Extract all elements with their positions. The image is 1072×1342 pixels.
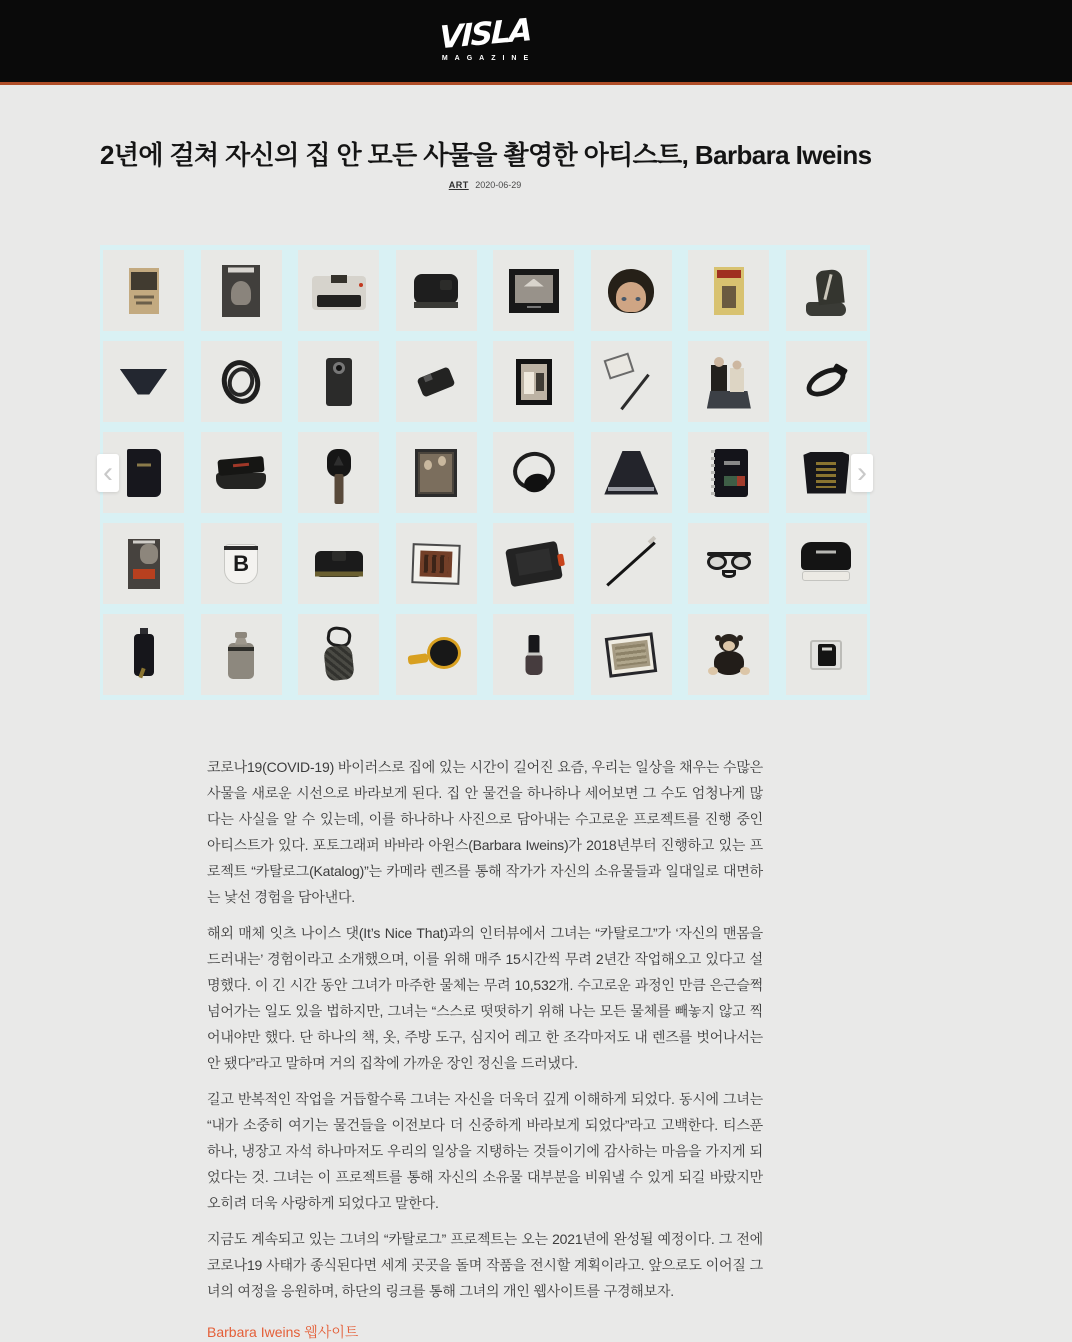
gallery-item-coiled-cable[interactable] (201, 341, 282, 422)
site-header (0, 0, 1072, 85)
object-part (730, 368, 744, 392)
article-body (207, 754, 763, 1342)
gallery-item-graphics-tablet[interactable] (493, 523, 574, 604)
object-part (317, 295, 361, 307)
article-title: 2년에 걸쳐 자신의 집 안 모든 사물을 촬영한 아티스트, Barbara Iweins (100, 140, 872, 170)
object-part (424, 460, 432, 470)
object-part (714, 449, 748, 497)
object-part (604, 352, 635, 379)
gallery-item-nail-polish[interactable] (493, 614, 574, 695)
gallery-item-black-gadget[interactable] (396, 341, 477, 422)
gallery-item-book-contes-et-legendes[interactable] (103, 250, 184, 331)
object-part (717, 270, 741, 278)
object-part (137, 463, 151, 466)
gallery-item-patent-leather-boot[interactable] (786, 250, 867, 331)
object-part (228, 267, 254, 272)
object-part (607, 541, 657, 586)
object-part (524, 372, 534, 394)
object-part (527, 306, 541, 308)
object-part (359, 283, 363, 287)
gallery-item-monkey-plush[interactable] (688, 614, 769, 695)
object-part (231, 281, 251, 305)
gallery-item-book-corbijn[interactable] (201, 250, 282, 331)
object-part (731, 554, 751, 570)
object-part (408, 653, 429, 665)
object-part (414, 302, 458, 308)
object-part (323, 644, 354, 681)
object-part (140, 544, 158, 564)
object-part (737, 476, 745, 486)
gallery-item-swimming-goggles[interactable] (688, 523, 769, 604)
object-part (715, 635, 721, 641)
brand-wordmark: VISLA (439, 12, 531, 57)
brand-tagline: MAGAZINE (441, 55, 536, 63)
gallery-item-yellow-handle-mirror[interactable] (396, 614, 477, 695)
gallery-item-black-pencil[interactable] (591, 523, 672, 604)
gallery-item-letter-b-cup[interactable] (201, 523, 282, 604)
gallery-item-car-key[interactable] (298, 432, 379, 513)
object-part (427, 637, 461, 669)
object-part (802, 571, 850, 581)
object-part (127, 449, 161, 497)
gallery-item-lace-pouch[interactable] (298, 614, 379, 695)
gallery-item-spiral-address-book[interactable] (688, 432, 769, 513)
gallery-item-typewriter[interactable] (298, 250, 379, 331)
gallery-item-black-purse[interactable] (298, 523, 379, 604)
object-part (133, 540, 155, 543)
gallery-item-wedding-couple-figurines[interactable] (688, 341, 769, 422)
gallery-item-book-yellow-cover[interactable] (688, 250, 769, 331)
object-part (417, 366, 456, 397)
article-paragraph: 길고 반복적인 작업을 거듭할수록 그녀는 자신을 더욱더 깊게 이해하게 되었다. 동시에 그녀는 “내가 소중히 여기는 물건들을 이전보다 더 신중하게 바라보게 되었다”라고 고백한다. 티스푼 하나, 냉장고 자석 하나마저도 우리의 일상을 지탱하는 것들이기에 감사하는 마음을 가지게 되었다는 것. 그녀는 이 프로젝트를 통해 자신의 소유물 대부분을 비워낼 수 있게 되길 바랐지만 오히려 더욱 사랑하게 되었다고 말한다. (207, 1091, 763, 1211)
object-part (608, 487, 654, 491)
object-part (816, 462, 836, 488)
object-part (331, 275, 347, 283)
object-part (740, 667, 750, 675)
gallery-item-framed-photo-building[interactable] (396, 523, 477, 604)
object-part (616, 282, 646, 312)
object-part (708, 667, 718, 675)
visla-logo[interactable] (435, 12, 536, 63)
gallery-item-black-skirt[interactable] (591, 432, 672, 513)
article-paragraph: 해외 매체 잇츠 나이스 댓(It’s Nice That)과의 인터뷰에서 그녀는 “카탈로그”가 ‘자신의 맨몸을 드러내는’ 경험이라고 소개했으며, 이를 위해 매주 15시간씩 무려 2년간 작업해오고 있다고 설명했다. 이 긴 시간 동안 그녀가 마주한 물체는 무려 10,532개. 수고로운 과정인 만큼 은근슬쩍 넘어가는 일도 있을 법하지만, 그녀는 “스스로 떳떳하기 위해 나는 모든 물체를 빼놓지 않고 찍어내야만 했다. 단 하나의 책, 옷, 주방 도구, 심지어 레고 한 조각마저도 내 렌즈를 벗어나서는 안 됐다”라고 말하며 거의 집착에 가까운 장인 정신을 드러냈다. (207, 925, 763, 1071)
object-part (707, 391, 751, 409)
content-column (100, 85, 870, 1342)
object-part (315, 571, 363, 576)
chevron-left-icon: ‹ (103, 455, 113, 489)
object-part (822, 647, 832, 650)
object-part (440, 280, 452, 290)
object-part (438, 456, 446, 466)
photo-carousel (100, 245, 870, 700)
gallery-item-lace-panties[interactable] (103, 341, 184, 422)
object-part (133, 569, 155, 579)
carousel-prev-button[interactable] (97, 454, 119, 492)
gallery-item-open-eyewear-case[interactable] (786, 523, 867, 604)
object-part (732, 360, 741, 369)
object-part (134, 295, 154, 298)
chevron-right-icon: › (857, 455, 867, 489)
article-paragraph: 코로나19(COVID-19) 바이러스로 집에 있는 시간이 길어진 요즘, 우리는 일상을 채우는 수많은 사물을 새로운 시선으로 바라보게 된다. 집 안 물건을 하나하나 세어보면 그 수도 엄청나게 많다는 사실을 알 수 있는데, 이를 하나하나 사진으로 담아내는 수고로운 프로젝트를 진행 중인 아티스트가 있다. 포토그래퍼 바바라 아윈스(Barbara Iweins)가 2018년부터 진행하고 있는 프로젝트 “카탈로그(Katalog)”는 카메라 렌즈를 통해 작가가 자신의 소유물들과 일대일로 대면하는 낯선 경험을 담아낸다. (207, 759, 763, 905)
object-part (420, 454, 452, 492)
gallery-item-framed-photo-umbrella[interactable] (493, 250, 574, 331)
object-part (711, 365, 727, 391)
object-part: B (224, 544, 258, 584)
object-part (228, 647, 254, 651)
category-link[interactable]: ART (448, 180, 469, 190)
object-part (801, 542, 851, 570)
gallery-item-aquarium-net[interactable] (591, 341, 672, 422)
gallery-item-black-flask[interactable] (103, 614, 184, 695)
artist-website-link[interactable]: Barbara Iweins 웹사이트 (207, 1324, 359, 1340)
object-part (424, 554, 449, 573)
gallery-item-power-cable[interactable] (786, 341, 867, 422)
gallery-item-portrait-headpiece-mask[interactable] (591, 250, 672, 331)
object-part (525, 655, 542, 675)
gallery-item-black-wallet[interactable] (396, 250, 477, 331)
object-part (131, 272, 157, 290)
object-part (621, 373, 650, 410)
object-part (722, 286, 736, 308)
object-part (724, 461, 740, 465)
object-part (527, 652, 540, 655)
gallery-item-framed-family-portrait[interactable] (396, 432, 477, 513)
object-part (816, 550, 836, 553)
object-part (224, 546, 258, 550)
object-part (557, 553, 565, 566)
object-part (722, 570, 736, 578)
object-part (140, 628, 148, 634)
object-part (711, 450, 715, 496)
gallery-item-framed-photo-couple[interactable] (493, 341, 574, 422)
object-part (235, 632, 247, 638)
gallery-item-sd-card[interactable] (786, 614, 867, 695)
object-part (334, 474, 343, 504)
object-part (622, 297, 627, 301)
article-meta (100, 180, 870, 190)
object-part (332, 551, 346, 561)
object-part (707, 554, 727, 570)
publish-date: 2020-06-29 (475, 180, 522, 190)
gallery-item-tilted-framed-print[interactable] (591, 614, 672, 695)
object-part (120, 369, 168, 395)
gallery-item-eye-patch[interactable] (493, 432, 574, 513)
gallery-item-book-delphine-de-vigan[interactable] (103, 523, 184, 604)
gallery-item-open-glasses-case[interactable] (201, 432, 282, 513)
object-part (136, 301, 152, 304)
object-part (325, 625, 352, 648)
article-paragraph: 지금도 계속되고 있는 그녀의 “카탈로그” 프로젝트는 오는 2021년에 완성될 예정이다. 그 전에 코로나19 사태가 종식된다면 세계 곳곳을 돌며 작품을 전시할 계획이라고. 앞으로도 이어질 그녀의 여정을 응원하며, 하단의 링크를 통해 그녀의 개인 웹사이트를 구경해보자. (207, 1231, 763, 1299)
gallery-grid (103, 250, 867, 695)
carousel-next-button[interactable] (851, 454, 873, 492)
object-part (636, 297, 641, 301)
object-part (615, 643, 647, 667)
object-part (714, 357, 724, 367)
gallery-item-smoked-glass-bottle[interactable] (201, 614, 282, 695)
object-part (333, 362, 345, 374)
gallery-item-pocket-camcorder[interactable] (298, 341, 379, 422)
object-part (723, 641, 735, 651)
object-part (536, 373, 544, 391)
object-part (707, 552, 751, 556)
object-part (737, 635, 743, 641)
